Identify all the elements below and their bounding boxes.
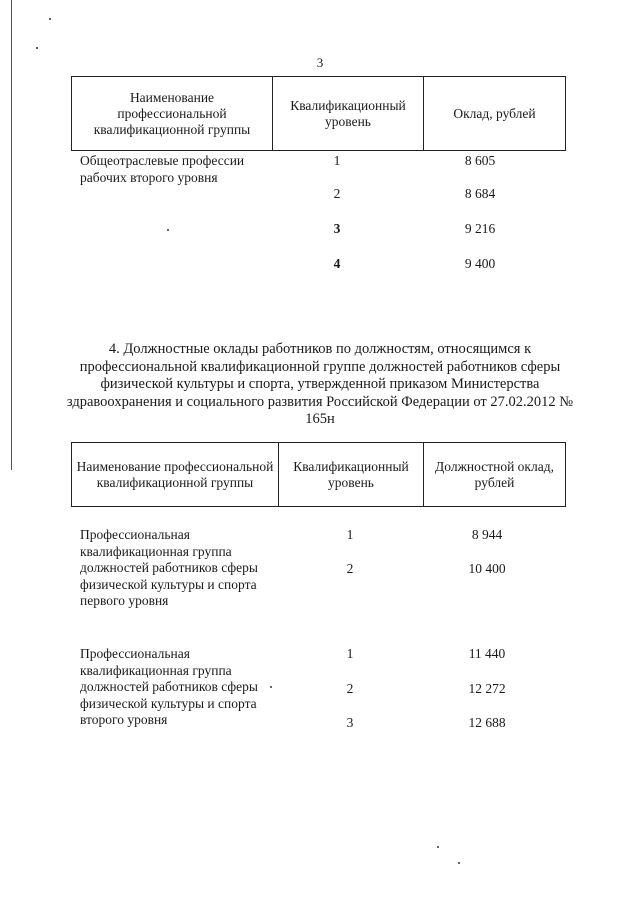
table1-header xyxy=(71,76,566,151)
table1-salary: 9 216 xyxy=(464,221,496,236)
table2-salary: 12 688 xyxy=(468,715,506,730)
table2-group-name: Профессиональная квалификационная группа должностей работников сферы физической культуры и спорта первого уровня xyxy=(80,527,258,608)
table2-group-name: Профессиональная квалификационная группа должностей работников сферы физической культуры и спорта второго уровня xyxy=(80,646,258,727)
section4-heading: 4. Должностные оклады работников по должностям, относящимся к профессиональной квалификационной группе должностей работников сферы физической культуры и спорта, утвержденной приказом Министерства здравоохранения и социального развития Российской Федерации от 27.02.2012 № 165н xyxy=(66,341,574,427)
table2-salary: 12 272 xyxy=(468,681,506,696)
table2-col-position-salary: Должностной оклад, рублей xyxy=(424,443,566,507)
table1-salary: 8 605 xyxy=(464,153,496,168)
table2-level: 3 xyxy=(346,715,354,730)
table2-col-level: Квалификационный уровень xyxy=(279,443,424,507)
scan-speck xyxy=(437,846,439,848)
table2-header xyxy=(71,442,566,507)
table2-level: 1 xyxy=(346,527,354,542)
scan-speck xyxy=(36,47,38,49)
table1-level: 1 xyxy=(333,153,341,168)
table1-group-name: Общеотраслевые профессии рабочих второго уровня xyxy=(80,153,245,185)
table2-level: 2 xyxy=(346,681,354,696)
table1-col-group-name: Наименование профессиональной квалификационной группы xyxy=(72,77,273,151)
table1-salary: 9 400 xyxy=(464,256,496,271)
table2-col-group-name: Наименование профессиональной квалификационной группы xyxy=(72,443,279,507)
scan-speck xyxy=(167,229,169,231)
page-number: 3 xyxy=(316,55,324,70)
table2-salary: 11 440 xyxy=(468,646,506,661)
table1-col-salary: Оклад, рублей xyxy=(424,77,566,151)
table2-level: 1 xyxy=(346,646,354,661)
table2-level: 2 xyxy=(346,561,354,576)
table1-salary: 8 684 xyxy=(464,186,496,201)
scan-speck xyxy=(458,862,460,864)
table1-level: 2 xyxy=(333,186,341,201)
table1-level: 4 xyxy=(333,256,341,271)
table2-salary: 10 400 xyxy=(468,561,506,576)
scan-speck xyxy=(49,18,51,20)
table1-level: 3 xyxy=(333,221,341,236)
table2-salary: 8 944 xyxy=(471,527,503,542)
table1-col-level: Квалификационный уровень xyxy=(273,77,424,151)
